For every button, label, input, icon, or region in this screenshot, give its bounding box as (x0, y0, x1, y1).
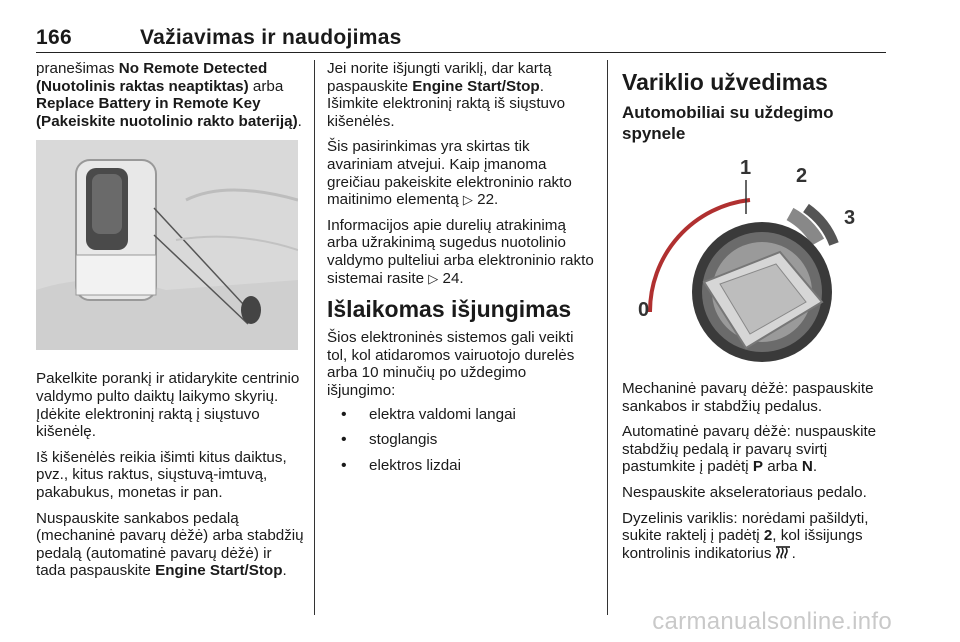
ignition-switch-illustration (622, 152, 884, 362)
paragraph (327, 60, 597, 130)
ignition-switch-image (622, 152, 884, 362)
text: Informacijos apie durelių atrakinimą arba užrakinimą sugedus nuotolinio valdymo pulteliui arba elektroninio rakto sistemai rasite (327, 216, 594, 287)
paragraph (36, 510, 304, 580)
paragraph: Nespauskite akseleratoriaus pedalo. (622, 483, 867, 501)
paragraph (36, 60, 304, 130)
position-label-3: 3 (844, 207, 856, 229)
sub-heading: Automobiliai su uždegimo spynele (622, 103, 834, 143)
bullet-list (327, 406, 597, 475)
message-text: Replace Battery in Remote Key (Pakeiskite nuotolinio rakto bateriją) (36, 95, 298, 130)
text: Šis pasirinkimas yra skirtas tik avariniam atvejui. Kaip įmanoma greičiau pakeiskite elektroninio rakto maitinimo elementą (327, 138, 572, 209)
text: arba (248, 77, 284, 95)
column-left (36, 60, 304, 588)
gear-position: P (752, 458, 763, 476)
text: arba (763, 458, 802, 476)
text: . (297, 112, 302, 130)
paragraph (327, 138, 597, 208)
page-number: 166 (36, 26, 72, 49)
text: . (459, 269, 464, 287)
button-name: Engine Start/Stop (412, 77, 540, 95)
paragraph: Pakelkite porankį ir atidarykite centrinio valdymo pulto daiktų laikymo skyrių. Įdėkite elektroninį raktą į siųstuvo kišenėlę. (36, 370, 300, 441)
position-label-1: 1 (740, 157, 752, 179)
text: Jei norite išjungti variklį, dar kartą paspauskite (327, 60, 552, 95)
section-heading: Išlaikomas išjungimas (327, 296, 572, 323)
paragraph: Šios elektroninės sistemos gali veikti tol, kol atidaromos vairuotojo durelės arba 10 minučių po uždegimo išjungimo: (327, 329, 575, 399)
position-label-0: 0 (638, 299, 650, 321)
console-storage-image (36, 140, 298, 350)
page-ref-icon: ▷ (462, 192, 473, 208)
message-text: No Remote Detected (Nuotolinis raktas neaptiktas) (36, 60, 268, 95)
page-reference: 22 (477, 191, 495, 209)
glow-plug-icon (776, 545, 792, 562)
text: . (791, 544, 796, 562)
text: Nuspauskite sankabos pedalą (mechaninė pavarų dėžė) arba stabdžių pedalą (automatinė pavarų dėžė) ir tada paspauskite (36, 509, 304, 580)
console-storage-illustration (36, 140, 298, 350)
button-name: Engine Start/Stop (155, 562, 283, 580)
paragraph (622, 510, 890, 563)
list-item: • elektra valdomi langai (327, 406, 597, 424)
page-title: Važiavimas ir naudojimas (140, 26, 402, 49)
paragraph (622, 423, 890, 476)
column-middle (327, 60, 597, 482)
gear-position: N (801, 458, 813, 476)
column-divider (314, 60, 315, 615)
page-ref-icon: ▷ (428, 270, 439, 286)
paragraph: Iš kišenėlės reikia išimti kitus daiktus, pvz., kitus raktus, siųstuvą-imtuvą, pakabukus, monetas ir pan. (36, 448, 287, 501)
text: pranešimas (36, 60, 119, 77)
paragraph (327, 217, 597, 287)
column-right (622, 60, 890, 570)
page-header (36, 22, 886, 53)
section-heading: Variklio užvedimas (622, 69, 828, 95)
text: Dyzelinis variklis: norėdami pašildyti, sukite raktelį į padėtį (622, 509, 869, 545)
text: . (282, 562, 287, 580)
key-position: 2 (763, 527, 773, 545)
text: . (494, 191, 499, 209)
text: Automatinė pavarų dėžė: nuspauskite stabdžių pedalą ir pavarų svirtį pastumkite į padėtį (622, 423, 877, 476)
watermark: carmanualsonline.info (652, 608, 892, 635)
paragraph: Mechaninė pavarų dėžė: paspauskite sankabos ir stabdžių pedalus. (622, 380, 874, 415)
position-label-2: 2 (796, 165, 808, 187)
column-divider (607, 60, 608, 615)
page-reference: 24 (442, 269, 460, 287)
text: . (812, 458, 818, 476)
text: . Išimkite elektroninį raktą iš siųstuvo kišenėlės. (327, 77, 566, 130)
list-item: • stoglangis (327, 431, 597, 449)
list-item: • elektros lizdai (327, 457, 597, 475)
text: , kol išsijungs kontrolinis indikatorius (622, 527, 863, 562)
